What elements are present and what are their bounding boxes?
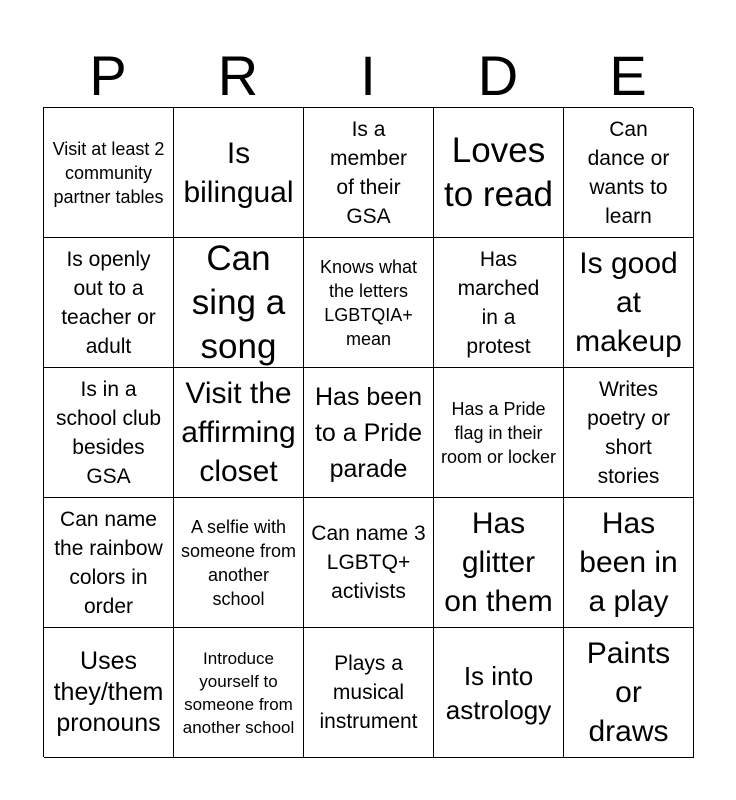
bingo-header bbox=[43, 44, 693, 108]
bingo-cell[interactable]: Knows what the letters LGBTQIA+ mean bbox=[304, 238, 434, 368]
bingo-cell[interactable]: Can dance or wants to learn bbox=[564, 108, 694, 238]
bingo-cell[interactable]: Can name 3 LGBTQ+ activists bbox=[304, 498, 434, 628]
header-letter-i: I bbox=[360, 44, 376, 107]
bingo-cell[interactable]: Loves to read bbox=[434, 108, 564, 238]
header-letter-e: E bbox=[609, 44, 647, 107]
bingo-cell[interactable]: Has marched in a protest bbox=[434, 238, 564, 368]
header-letter-d: D bbox=[477, 44, 519, 107]
bingo-cell[interactable]: Has glitter on them bbox=[434, 498, 564, 628]
bingo-cell[interactable]: Is good at makeup bbox=[564, 238, 694, 368]
bingo-cell[interactable]: Is in a school club besides GSA bbox=[44, 368, 174, 498]
bingo-cell[interactable]: Is into astrology bbox=[434, 628, 564, 758]
bingo-cell[interactable]: Can name the rainbow colors in order bbox=[44, 498, 174, 628]
bingo-cell[interactable]: Can sing a song bbox=[174, 238, 304, 368]
bingo-cell[interactable]: Visit at least 2 community partner tables bbox=[44, 108, 174, 238]
bingo-board bbox=[43, 107, 693, 757]
bingo-cell[interactable]: Is bilingual bbox=[174, 108, 304, 238]
bingo-cell[interactable]: Is a member of their GSA bbox=[304, 108, 434, 238]
header-letter-p: P bbox=[89, 44, 127, 107]
bingo-cell[interactable]: Visit the affirming closet bbox=[174, 368, 304, 498]
bingo-cell[interactable]: Has been in a play bbox=[564, 498, 694, 628]
bingo-cell[interactable]: Uses they/them pronouns bbox=[44, 628, 174, 758]
bingo-cell[interactable]: Has a Pride flag in their room or locker bbox=[434, 368, 564, 498]
bingo-cell[interactable]: Introduce yourself to someone from another school bbox=[174, 628, 304, 758]
bingo-cell[interactable]: A selfie with someone from another school bbox=[174, 498, 304, 628]
header-letter-r: R bbox=[217, 44, 259, 107]
bingo-cell[interactable]: Is openly out to a teacher or adult bbox=[44, 238, 174, 368]
bingo-cell[interactable]: Has been to a Pride parade bbox=[304, 368, 434, 498]
bingo-cell[interactable]: Paints or draws bbox=[564, 628, 694, 758]
bingo-cell[interactable]: Plays a musical instrument bbox=[304, 628, 434, 758]
bingo-cell[interactable]: Writes poetry or short stories bbox=[564, 368, 694, 498]
